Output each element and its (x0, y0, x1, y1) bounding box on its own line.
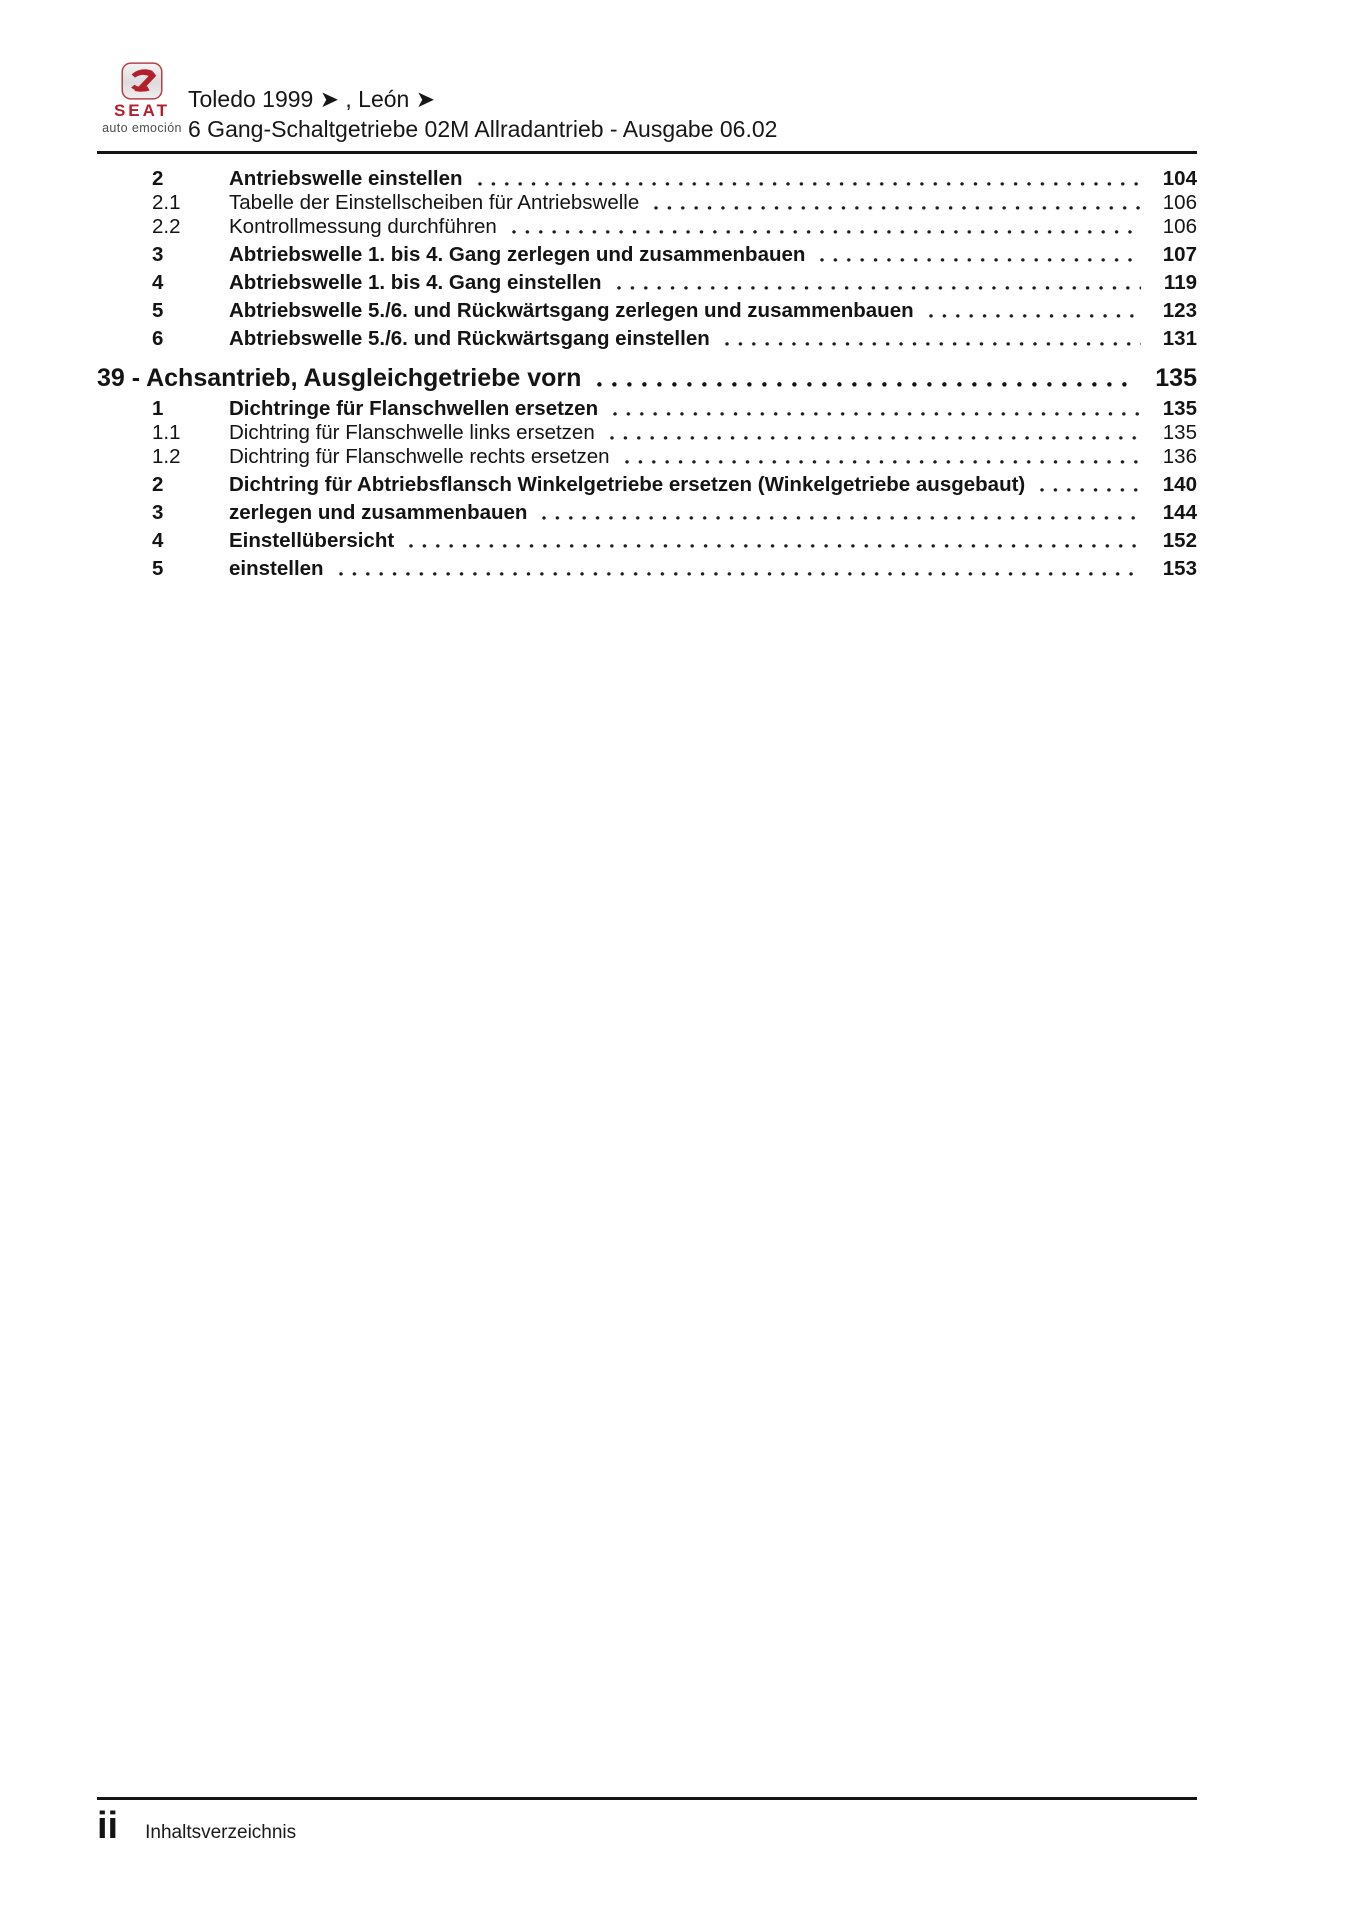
toc-entry (97, 529, 1197, 553)
table-of-contents (97, 163, 1197, 581)
toc-entry-number: 2.1 (152, 191, 181, 214)
toc-entry (97, 445, 1197, 469)
toc-entry-page: 153 (1162, 557, 1197, 580)
toc-entry (97, 167, 1197, 191)
toc-entry-number: 5 (152, 557, 164, 580)
toc-entry-page: 123 (1162, 299, 1197, 322)
dot-leader (597, 361, 1135, 393)
toc-entry-page: 135 (1162, 397, 1197, 420)
dot-leader (625, 445, 1141, 469)
toc-entry-number: 4 (152, 529, 164, 552)
toc-entry-page: 152 (1162, 529, 1197, 552)
header-title-line2: 6 Gang-Schaltgetriebe 02M Allradantrieb - Ausgabe 06.02 (188, 116, 778, 142)
toc-entry-title: Dichtringe für Flanschwellen ersetzen (229, 397, 599, 420)
toc-entry-page: 135 (1162, 421, 1197, 444)
toc-entry-number: 4 (152, 271, 164, 294)
toc-entry (97, 191, 1197, 215)
toc-entry-page: 140 (1162, 473, 1197, 496)
toc-entry-title: Kontrollmessung durchführen (229, 215, 497, 238)
chapter-page: 135 (1155, 364, 1197, 392)
toc-entry-page: 107 (1162, 243, 1197, 266)
dot-leader (512, 215, 1141, 239)
header-titles (188, 84, 777, 144)
toc-entry-title: Antriebswelle einstellen (229, 167, 463, 190)
header-title-line1: Toledo 1999 ➤ , León ➤ (188, 86, 435, 112)
toc-entry-page: 106 (1162, 191, 1197, 214)
toc-entry-number: 5 (152, 299, 164, 322)
toc-entry-number: 1.1 (152, 421, 181, 444)
toc-entry-number: 3 (152, 501, 164, 524)
seat-badge-icon (121, 62, 163, 100)
seat-logo (94, 62, 190, 135)
toc-entry-title: Einstellübersicht (229, 529, 395, 552)
header-rule (97, 151, 1197, 154)
toc-entry (97, 421, 1197, 445)
brand-tagline: auto emoción (102, 121, 182, 135)
toc-entry (97, 271, 1197, 295)
brand-name: SEAT (113, 101, 171, 120)
toc-entry-title: Abtriebswelle 1. bis 4. Gang zerlegen und zusammenbauen (229, 243, 806, 266)
dot-leader (725, 327, 1141, 351)
toc-entry-title: Abtriebswelle 1. bis 4. Gang einstellen (229, 271, 602, 294)
toc-entry-title: Tabelle der Einstellscheiben für Antriebswelle (229, 191, 640, 214)
toc-entry-number: 3 (152, 243, 164, 266)
chapter-heading-row (97, 361, 1197, 393)
toc-entry-title: Abtriebswelle 5./6. und Rückwärtsgang zerlegen und zusammenbauen (229, 299, 914, 322)
dot-leader (610, 421, 1141, 445)
toc-entry (97, 557, 1197, 581)
toc-entry-title: einstellen (229, 557, 324, 580)
toc-entry (97, 501, 1197, 525)
toc-entry-title: Dichtring für Flanschwelle rechts ersetzen (229, 445, 610, 468)
dot-leader (1040, 473, 1141, 497)
toc-entry-title: Dichtring für Abtriebsflansch Winkelgetriebe ersetzen (Winkelgetriebe ausgebaut) (229, 473, 1026, 496)
dot-leader (654, 191, 1141, 215)
toc-entry-number: 2 (152, 473, 164, 496)
dot-leader (617, 271, 1141, 295)
footer-rule (97, 1797, 1197, 1800)
toc-entry-page: 131 (1162, 327, 1197, 350)
dot-leader (820, 243, 1141, 267)
dot-leader (478, 167, 1141, 191)
toc-entry-page: 119 (1163, 271, 1197, 294)
toc-entry (97, 327, 1197, 351)
toc-entry (97, 299, 1197, 323)
toc-entry (97, 473, 1197, 497)
footer-label: Inhaltsverzeichnis (145, 1822, 297, 1843)
toc-entry-title: zerlegen und zusammenbauen (229, 501, 528, 524)
toc-entry-number: 1 (152, 397, 164, 420)
chapter-title: 39 - Achsantrieb, Ausgleichgetriebe vorn (97, 364, 582, 392)
toc-entry-number: 6 (152, 327, 164, 350)
dot-leader (613, 397, 1141, 421)
toc-entry-title: Dichtring für Flanschwelle links ersetzen (229, 421, 595, 444)
dot-leader (409, 529, 1141, 553)
toc-entry-number: 1.2 (152, 445, 181, 468)
dot-leader (542, 501, 1141, 525)
toc-entry (97, 215, 1197, 239)
dot-leader (929, 299, 1141, 323)
toc-entry-page: 106 (1162, 215, 1197, 238)
dot-leader (339, 557, 1141, 581)
toc-entry (97, 243, 1197, 267)
toc-entry-number: 2 (152, 167, 164, 190)
toc-entry-title: Abtriebswelle 5./6. und Rückwärtsgang einstellen (229, 327, 710, 350)
footer-page-number: ii (97, 1805, 119, 1847)
toc-entry-number: 2.2 (152, 215, 181, 238)
toc-entry (97, 397, 1197, 421)
footer (97, 1806, 296, 1848)
toc-entry-page: 144 (1162, 501, 1197, 524)
toc-entry-page: 136 (1162, 445, 1197, 468)
toc-entry-page: 104 (1162, 167, 1197, 190)
